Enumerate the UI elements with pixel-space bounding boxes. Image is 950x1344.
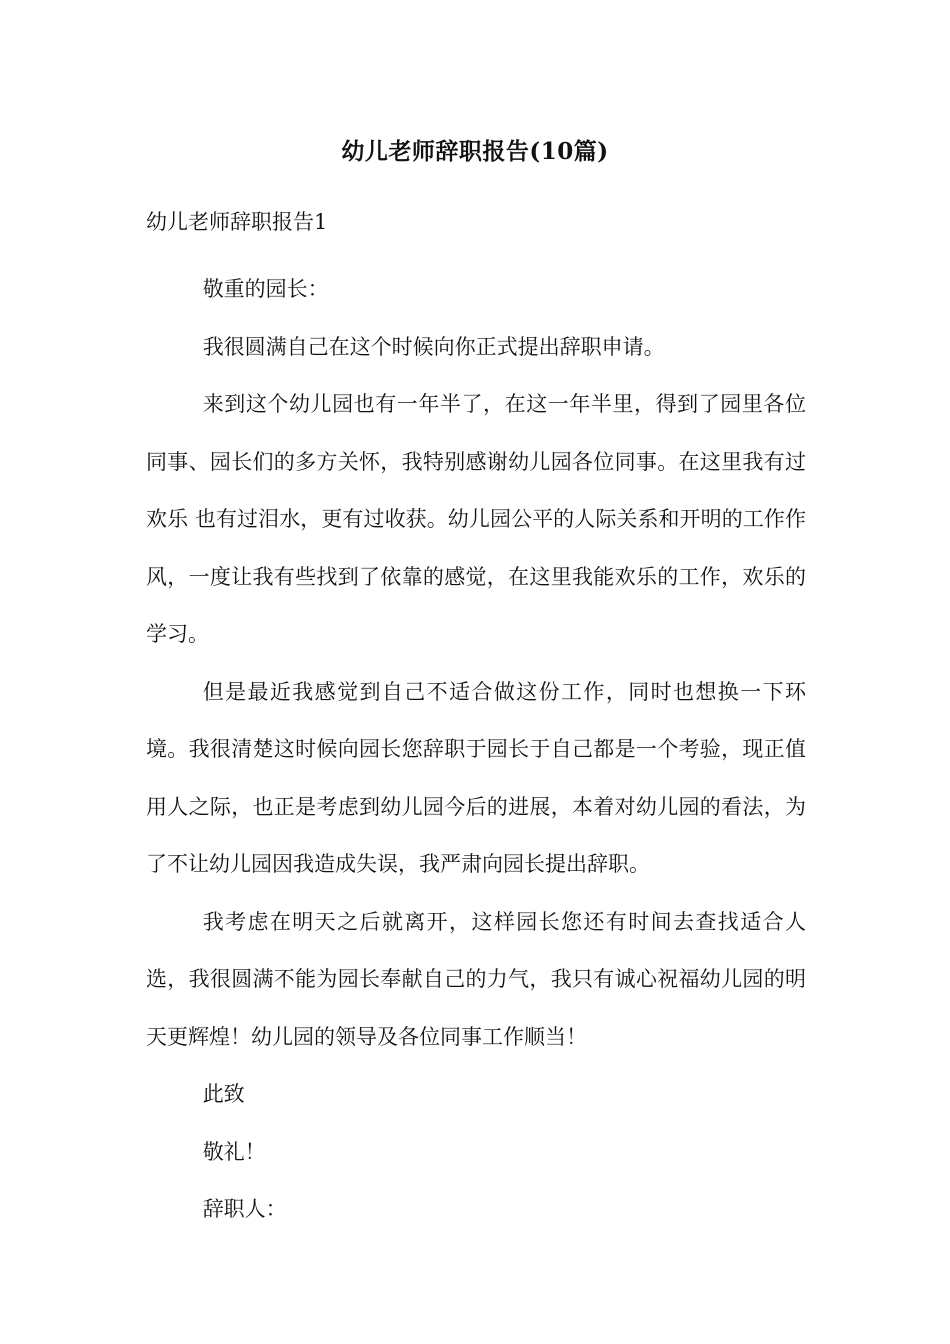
letter-paragraph-4: 我考虑在明天之后就离开，这样园长您还有时间去查找适合人选，我很圆满不能为园长奉献自己的力气，我只有诚心祝福幼儿园的明天更辉煌！幼儿园的领导及各位同事工作顺当！: [146, 909, 806, 1049]
letter-paragraph-2: 来到这个幼儿园也有一年半了，在这一年半里，得到了园里各位同事、园长们的多方关怀，我特别感谢幼儿园各位同事。在这里我有过欢乐 也有过泪水，更有过收获。幼儿园公平的人际关系和开明的工作作风，一度让我有些找到了依靠的感觉，在这里我能欢乐的工作，欢乐的学习。: [146, 392, 806, 646]
letter-signature: 辞职人：: [202, 1197, 287, 1221]
document-title: 幼儿老师辞职报告(10篇): [341, 138, 609, 165]
letter-greeting: 敬重的园长：: [202, 277, 329, 301]
letter-paragraph-1: 我很圆满自己在这个时候向你正式提出辞职申请。: [202, 334, 665, 359]
section-heading: 幼儿老师辞职报告1: [146, 210, 328, 234]
letter-closing-1: 此致: [202, 1082, 245, 1106]
letter-paragraph-3: 但是最近我感觉到自己不适合做这份工作，同时也想换一下环境。我很清楚这时候向园长您辞职于园长于自己都是一个考验，现正值用人之际，也正是考虑到幼儿园今后的进展，本着对幼儿园的看法，为了不让幼儿园因我造成失误，我严肃向园长提出辞职。: [146, 679, 806, 876]
letter-body: [146, 261, 806, 1239]
letter-closing-2: 敬礼！: [202, 1139, 266, 1164]
